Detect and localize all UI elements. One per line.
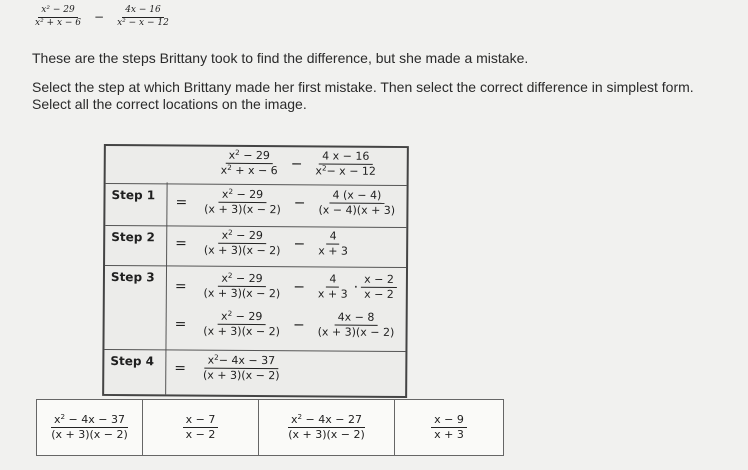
- instruction-text: Select the step at which Brittany made her first mistake. Then select the correct difference in simplest form.: [32, 79, 694, 95]
- instruction-text: Select all the correct locations on the image.: [32, 96, 307, 112]
- minus-sign: −: [94, 10, 105, 25]
- step-3-label[interactable]: Step 3: [110, 269, 155, 285]
- step-4-row[interactable]: Step 4 = $\frac{x^2- 4x - 37}{(x + 3)(x - 2)}$: [110, 352, 280, 383]
- step-1-row[interactable]: Step 1 = $\frac{x^2 - 29}{(x + 3)(x - 2)}$ − $\frac{4 (x - 4)}{(x - 4)(x + 3)}$: [105, 184, 406, 228]
- worksheet-header-row: $\frac{x^2 - 29}{x^2 + x - 6}$ − $\frac{4 x - 16}{x^2- x - 12}$: [106, 146, 407, 186]
- step-4-label[interactable]: Step 4: [110, 353, 155, 369]
- instruction-text: These are the steps Brittany took to find the difference, but she made a mistake.: [32, 50, 529, 66]
- answer-choice-3[interactable]: $\frac{x^2 - 4x - 27}{(x + 3)(x - 2)}$: [259, 400, 395, 455]
- step-1-label[interactable]: Step 1: [111, 187, 156, 203]
- problem-fraction-1: $\frac{\text{x² − 29}}{\text{x² + x − 6}}$: [35, 5, 82, 28]
- step-2-label[interactable]: Step 2: [111, 229, 155, 245]
- worksheet-image: [102, 144, 409, 398]
- step-2-row[interactable]: Step 2 = $\frac{x^2 - 29}{(x + 3)(x - 2)}$ − $\frac{4}{x + 3}$: [105, 226, 406, 268]
- answer-choice-2[interactable]: $\frac{x - 7}{x - 2}$: [143, 400, 259, 455]
- answer-choice-1[interactable]: $\frac{x^2 - 4x - 37}{(x + 3)(x - 2)}$: [37, 400, 143, 455]
- answer-choices: [36, 399, 504, 456]
- problem-expression: [32, 6, 172, 29]
- answer-choice-4[interactable]: $\frac{x - 9}{x + 3}$: [395, 400, 503, 455]
- step-3-row[interactable]: Step 3 = $\frac{x^2 - 29}{(x + 3)(x - 2)}$ − $\frac{4}{x + 3}$ · $\frac{x - 2}{x - 2}$ = $\frac{x^2 - 29}{(x + 3)(x - 2)}$ − $\frac{4x - 8}{(x + 3)(x - 2)}$: [104, 266, 406, 352]
- problem-fraction-2: $\frac{4x - 16}{\text{x² − x − 12}}$: [117, 5, 169, 28]
